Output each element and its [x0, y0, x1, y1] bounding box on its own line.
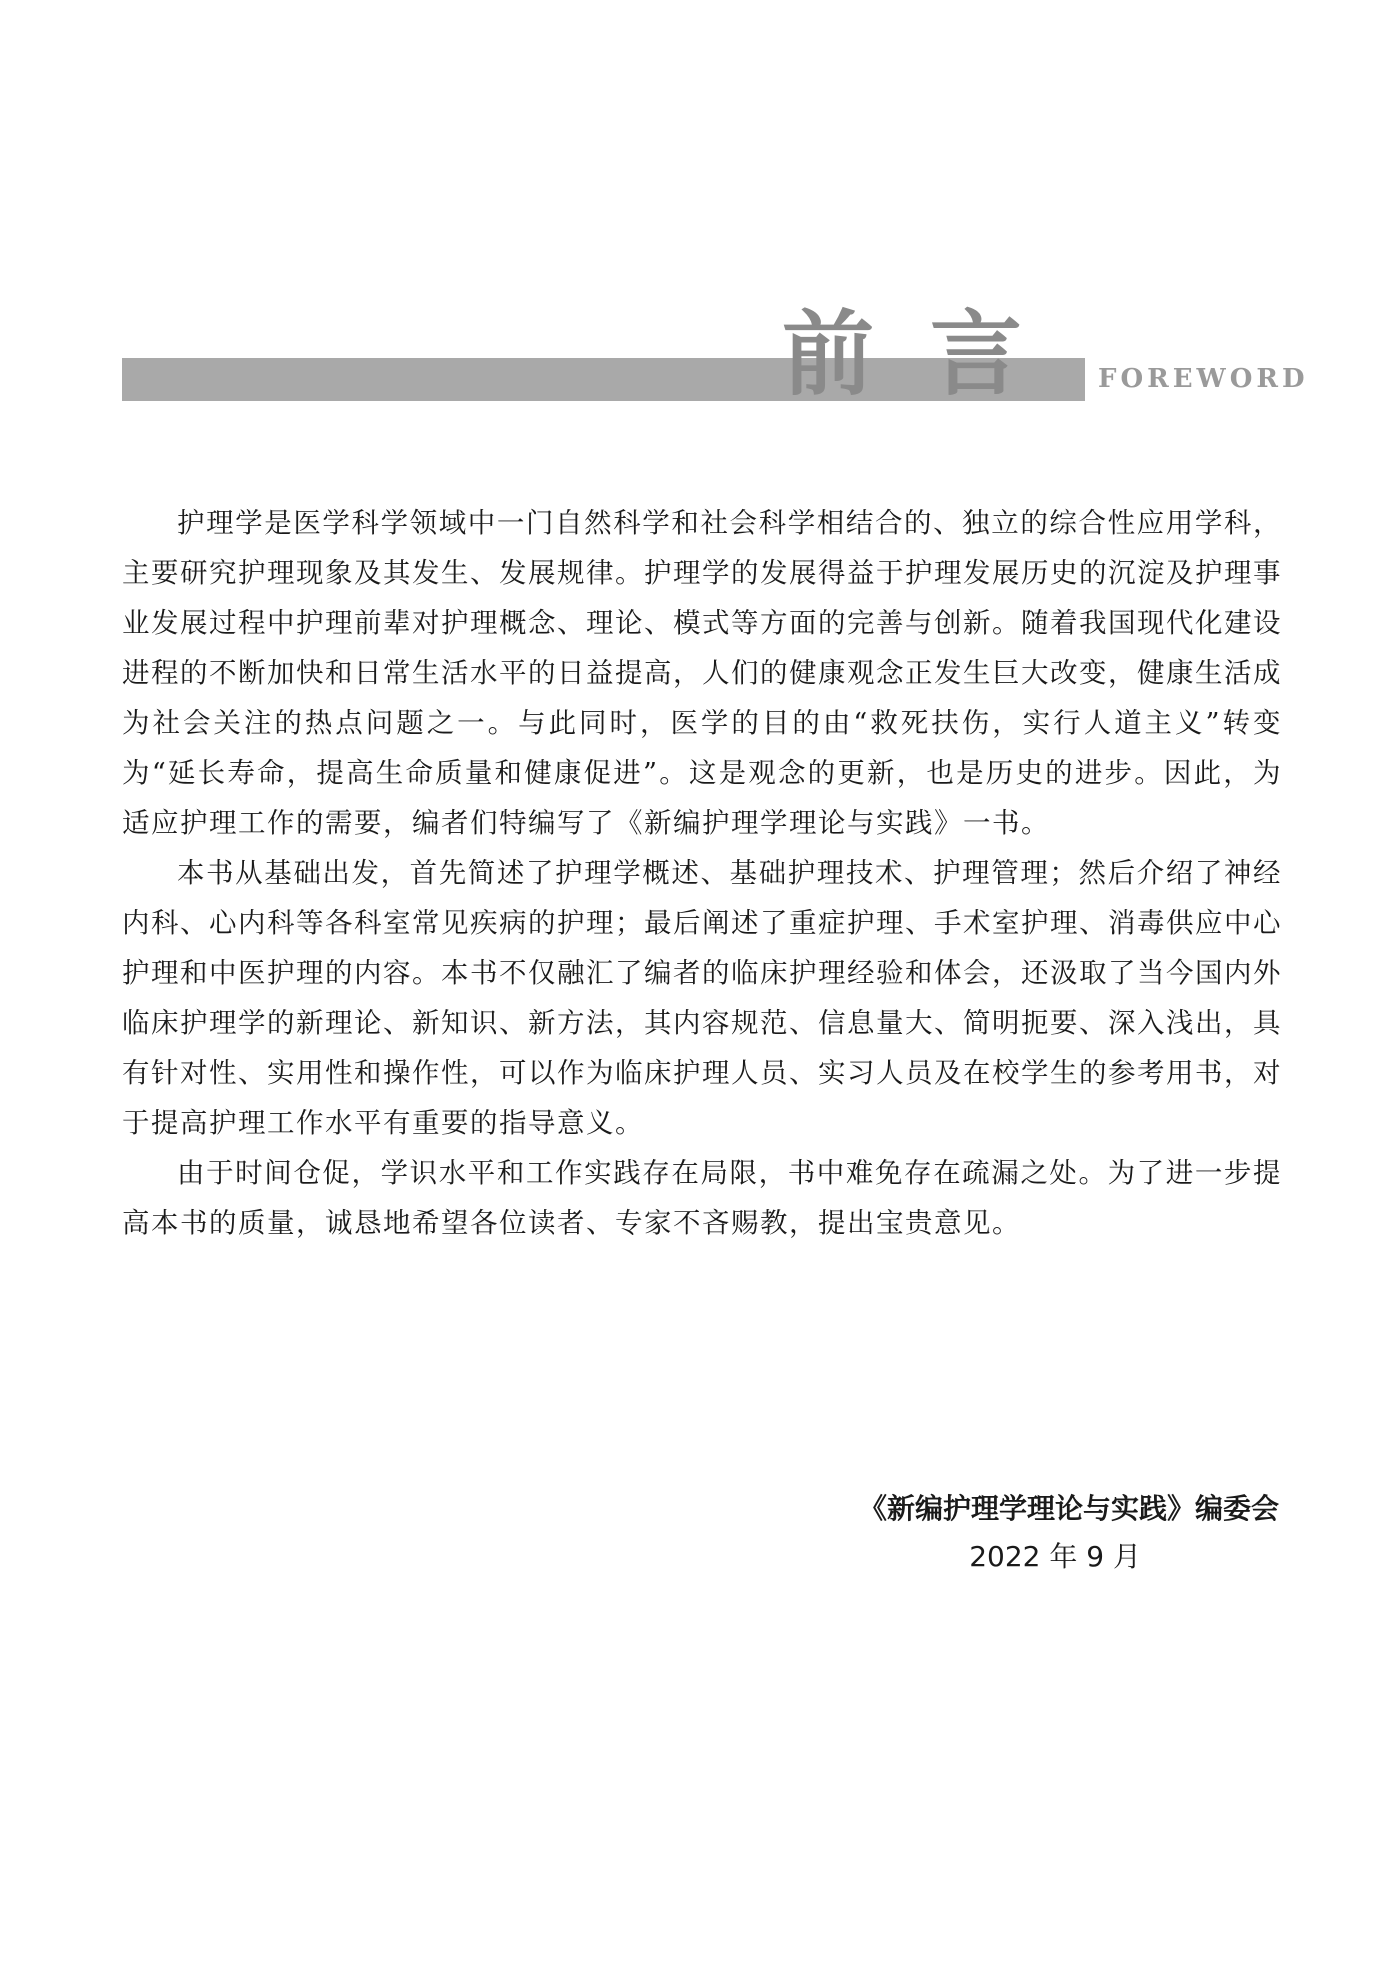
- chapter-title: 前言: [782, 301, 1079, 408]
- foreword-body: [122, 498, 1282, 1248]
- signature-organization: 《新编护理学理论与实践》编委会: [858, 1492, 1279, 1525]
- chapter-header: [0, 0, 1399, 420]
- signature-block: [859, 1485, 1279, 1581]
- paragraph: 护理学是医学科学领域中一门自然科学和社会科学相结合的、独立的综合性应用学科，主要研究护理现象及其发生、发展规律。护理学的发展得益于护理发展历史的沉淀及护理事业发展过程中护理前辈对护理概念、理论、模式等方面的完善与创新。随着我国现代化建设进程的不断加快和日常生活水平的日益提高，人们的健康观念正发生巨大改变，健康生活成为社会关注的热点问题之一。与此同时，医学的目的由“救死扶伤，实行人道主义”转变为“延长寿命，提高生命质量和健康促进”。这是观念的更新，也是历史的进步。因此，为适应护理工作的需要，编者们特编写了《新编护理学理论与实践》一书。: [122, 507, 1282, 839]
- signature-date: 2022 年 9 月: [969, 1540, 1141, 1573]
- paragraph: 由于时间仓促，学识水平和工作实践存在局限，书中难免存在疏漏之处。为了进一步提高本书的质量，诚恳地希望各位读者、专家不吝赐教，提出宝贵意见。: [122, 1157, 1282, 1239]
- paragraph: 本书从基础出发，首先简述了护理学概述、基础护理技术、护理管理；然后介绍了神经内科、心内科等各科室常见疾病的护理；最后阐述了重症护理、手术室护理、消毒供应中心护理和中医护理的内容。本书不仅融汇了编者的临床护理经验和体会，还汲取了当今国内外临床护理学的新理论、新知识、新方法，其内容规范、信息量大、简明扼要、深入浅出，具有针对性、实用性和操作性，可以作为临床护理人员、实习人员及在校学生的参考用书，对于提高护理工作水平有重要的指导意义。: [122, 857, 1282, 1139]
- chapter-subtitle: FOREWORD: [1098, 364, 1309, 394]
